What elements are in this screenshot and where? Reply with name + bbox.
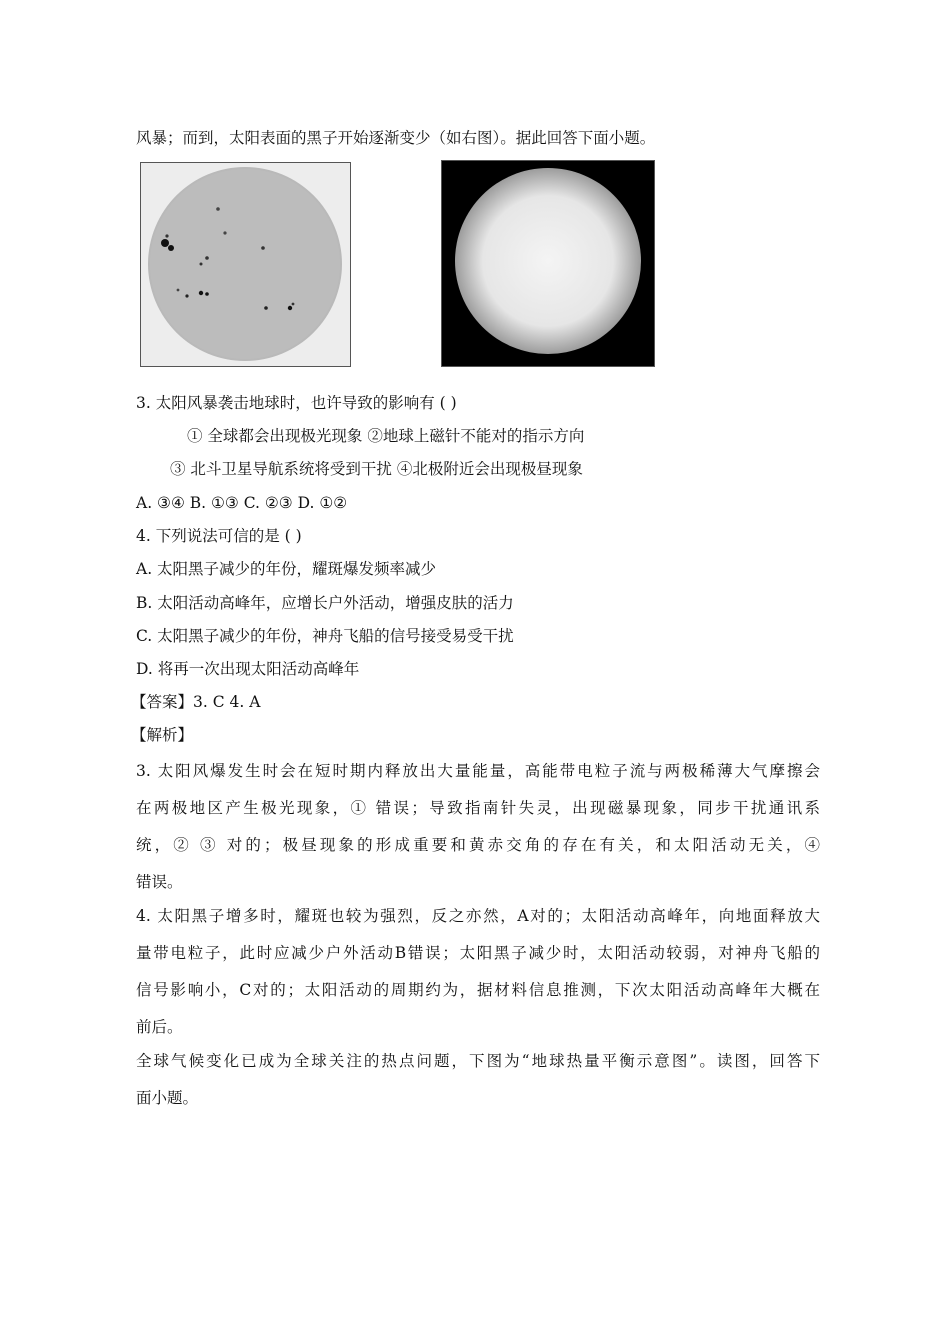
analysis-title: 【解析】 [131, 726, 194, 744]
q4-stem: 4. 下列说法可信的是 ( ) [136, 527, 302, 545]
bright-sun-image [441, 160, 655, 367]
q4-option-c: C. 太阳黑子减少的年份，神舟飞船的信号接受易受干扰 [136, 627, 514, 645]
sunspot-disk-graphic [141, 163, 350, 366]
q3-options-line1: ① 全球都会出现极光现象 ②地球上磁针不能对的指示方向 [187, 427, 585, 445]
analysis4-line-2: 量带电粒子，此时应减少户外活动B错误；太阳黑子减少时，太阳活动较弱，对神舟飞船的 [136, 944, 820, 962]
q3-stem: 3. 太阳风暴袭击地球时，也许导致的影响有 ( ) [136, 394, 457, 412]
analysis3-line-3: 统，② ③ 对的；极昼现象的形成重要和黄赤交角的存在有关，和太阳活动无关，④ [136, 836, 820, 854]
q4-option-b: B. 太阳活动高峰年，应增长户外活动，增强皮肤的活力 [136, 594, 514, 612]
next-intro-line-2: 面小题。 [136, 1089, 199, 1107]
next-intro-line-1: 全球气候变化已成为全球关注的热点问题，下图为“地球热量平衡示意图”。读图，回答下 [136, 1052, 820, 1070]
q3-choices: A. ③④ B. ①③ C. ②③ D. ①② [136, 494, 348, 512]
q3-options-line2: ③ 北斗卫星导航系统将受到干扰 ④北极附近会出现极昼现象 [170, 460, 583, 478]
q4-option-d: D. 将再一次出现太阳活动高峰年 [136, 660, 360, 678]
analysis3-line-4: 错误。 [136, 873, 183, 891]
bright-sun-disk-graphic [442, 161, 654, 366]
q4-option-a: A. 太阳黑子减少的年份，耀斑爆发频率减少 [136, 560, 437, 578]
analysis4-line-4: 前后。 [136, 1018, 183, 1036]
analysis3-line-1: 3. 太阳风爆发生时会在短时期内释放出大量能量，高能带电粒子流与两极稀薄大气摩擦会 [136, 762, 820, 780]
analysis4-line-1: 4. 太阳黑子增多时，耀斑也较为强烈，反之亦然，A对的；太阳活动高峰年，向地面释放大 [136, 907, 820, 925]
sunspot-image [140, 162, 351, 367]
answer-line: 【答案】3. C 4. A [131, 693, 261, 711]
intro-line: 风暴；而到，太阳表面的黑子开始逐渐变少（如右图）。据此回答下面小题。 [136, 129, 656, 147]
analysis3-line-2: 在两极地区产生极光现象，① 错误；导致指南针失灵，出现磁暴现象，同步干扰通讯系 [136, 799, 820, 817]
analysis4-line-3: 信号影响小，C对的；太阳活动的周期约为，据材料信息推测，下次太阳活动高峰年大概在 [136, 981, 820, 999]
